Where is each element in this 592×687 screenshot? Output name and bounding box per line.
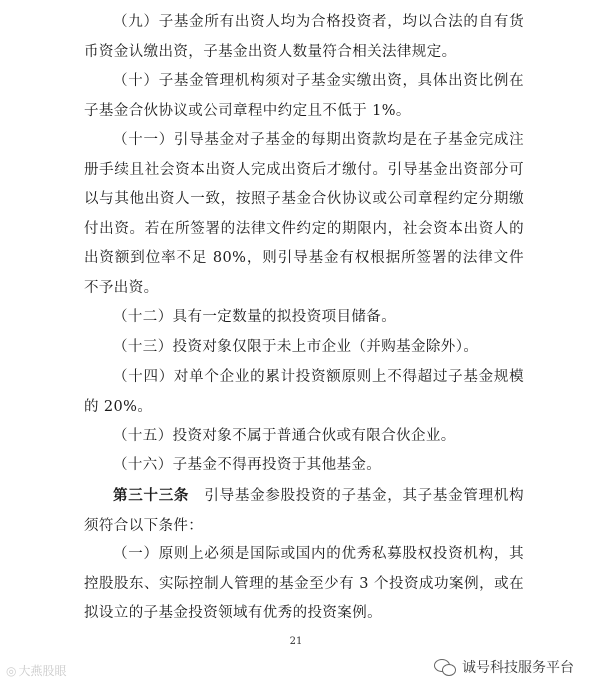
paragraph-item-10: （十）子基金管理机构须对子基金实缴出资，具体出资比例在子基金合伙协议或公司章程中约定且不低于 1%。 (84, 73, 524, 119)
weibo-icon: ◎ (6, 663, 17, 678)
paragraph-item-13: （十三）投资对象仅限于未上市企业（并购基金除外）。 (113, 339, 479, 355)
paragraph-item-12: （十二）具有一定数量的拟投资项目储备。 (113, 309, 397, 325)
paragraph-item-9: （九）子基金所有出资人均为合格投资者，均以合法的自有货币资金认缴出资，子基金出资人数量符合相关法律规定。 (84, 14, 524, 60)
watermark-right-text: 诚号科技服务平台 (462, 660, 574, 676)
paragraph-item-15: （十五）投资对象不属于普通合伙或有限合伙企业。 (113, 428, 456, 444)
article-text: 引导基金参股投资的子基金，其子基金管理机构须符合以下条件： (84, 488, 524, 534)
article-title: 第三十三条 (113, 487, 190, 504)
watermark-left (6, 662, 67, 679)
paragraph-item-16: （十六）子基金不得再投资于其他基金。 (113, 457, 382, 473)
paragraph-item-11: （十一）引导基金对子基金的每期出资款均是在子基金完成注册手续且社会资本出资人完成出资后才缴付。引导基金出资部分可以与其他出资人一致，按照子基金合伙协议或公司章程约定分期缴付出资。若在所签署的法律文件约定的期限内，社会资本出资人的出资额到位率不足 80%，则引导基金有权根据所签署的法律文件不予出资。 (84, 132, 524, 296)
watermark-left-text: 大燕股眼 (18, 664, 67, 678)
page-number: 21 (289, 636, 303, 647)
article-33 (84, 481, 524, 541)
paragraph-item-14: （十四）对单个企业的累计投资额原则上不得超过子基金规模的 20%。 (84, 369, 524, 415)
wechat-icon (434, 658, 456, 676)
paragraph-condition-1: （一）原则上必须是国际或国内的优秀私募股权投资机构，其控股股东、实际控制人管理的基金至少有 3 个投资成功案例，或在拟设立的子基金投资领域有优秀的投资案例。 (84, 546, 524, 621)
watermark-right (430, 655, 578, 679)
